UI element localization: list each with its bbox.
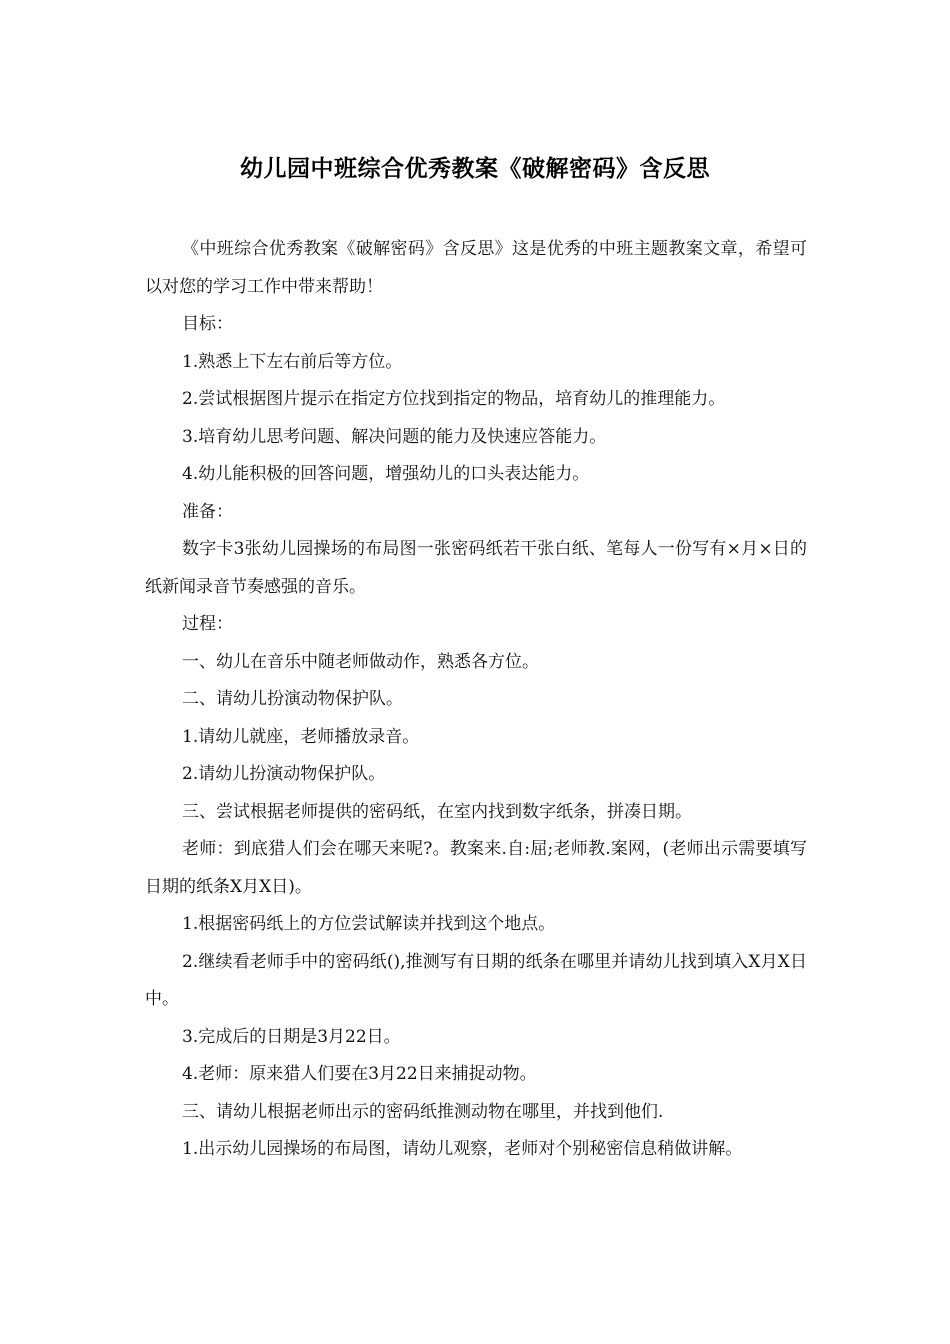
paragraph-goals-heading: 目标： — [182, 314, 233, 334]
paragraph-step-3-4: 4.老师：原来猎人们要在3月22日来捕捉动物。 — [182, 1064, 537, 1084]
paragraph-intro: 《中班综合优秀教案《破解密码》含反思》这是优秀的中班主题教案文章，希望可以对您的学习工作中带来帮助！ — [145, 239, 807, 297]
paragraph-step-3: 三、尝试根据老师提供的密码纸，在室内找到数字纸条，拼凑日期。 — [182, 801, 692, 822]
document-title: 幼儿园中班综合优秀教案《破解密码》含反思 — [240, 156, 710, 182]
paragraph-teacher-question: 老师：到底猎人们会在哪天来呢?。教案来.自:屈;老师教.案网，(老师出示需要填写日期的纸条X月X日)。 — [145, 839, 807, 897]
document-body — [145, 231, 807, 1169]
paragraph-step-4-1: 1.出示幼儿园操场的布局图，请幼儿观察，老师对个别秘密信息稍做讲解。 — [182, 1139, 743, 1159]
paragraph-goal-2: 2.尝试根据图片提示在指定方位找到指定的物品，培育幼儿的推理能力。 — [182, 389, 726, 409]
paragraph-prep-materials: 数字卡3张幼儿园操场的布局图一张密码纸若干张白纸、笔每人一份写有×月×日的纸新闻录音节奏感强的音乐。 — [145, 539, 807, 597]
paragraph-step-3-1: 1.根据密码纸上的方位尝试解读并找到这个地点。 — [182, 914, 556, 934]
paragraph-step-4: 三、请幼儿根据老师出示的密码纸推测动物在哪里，并找到他们. — [182, 1101, 664, 1122]
paragraph-step-2-1: 1.请幼儿就座，老师播放录音。 — [182, 726, 420, 747]
paragraph-process-heading: 过程： — [182, 614, 233, 634]
paragraph-step-2-2: 2.请幼儿扮演动物保护队。 — [182, 764, 386, 784]
paragraph-step-3-3: 3.完成后的日期是3月22日。 — [182, 1026, 401, 1047]
paragraph-goal-1: 1.熟悉上下左右前后等方位。 — [182, 351, 403, 372]
paragraph-step-1: 一、幼儿在音乐中随老师做动作，熟悉各方位。 — [182, 651, 539, 672]
paragraph-goal-3: 3.培育幼儿思考问题、解决问题的能力及快速应答能力。 — [182, 426, 607, 447]
paragraph-step-2: 二、请幼儿扮演动物保护队。 — [182, 689, 403, 709]
paragraph-step-3-2: 2.继续看老师手中的密码纸(),推测写有日期的纸条在哪里并请幼儿找到填入X月X日中。 — [145, 951, 807, 1009]
paragraph-prep-heading: 准备： — [182, 501, 233, 522]
paragraph-goal-4: 4.幼儿能积极的回答问题，增强幼儿的口头表达能力。 — [182, 464, 590, 484]
